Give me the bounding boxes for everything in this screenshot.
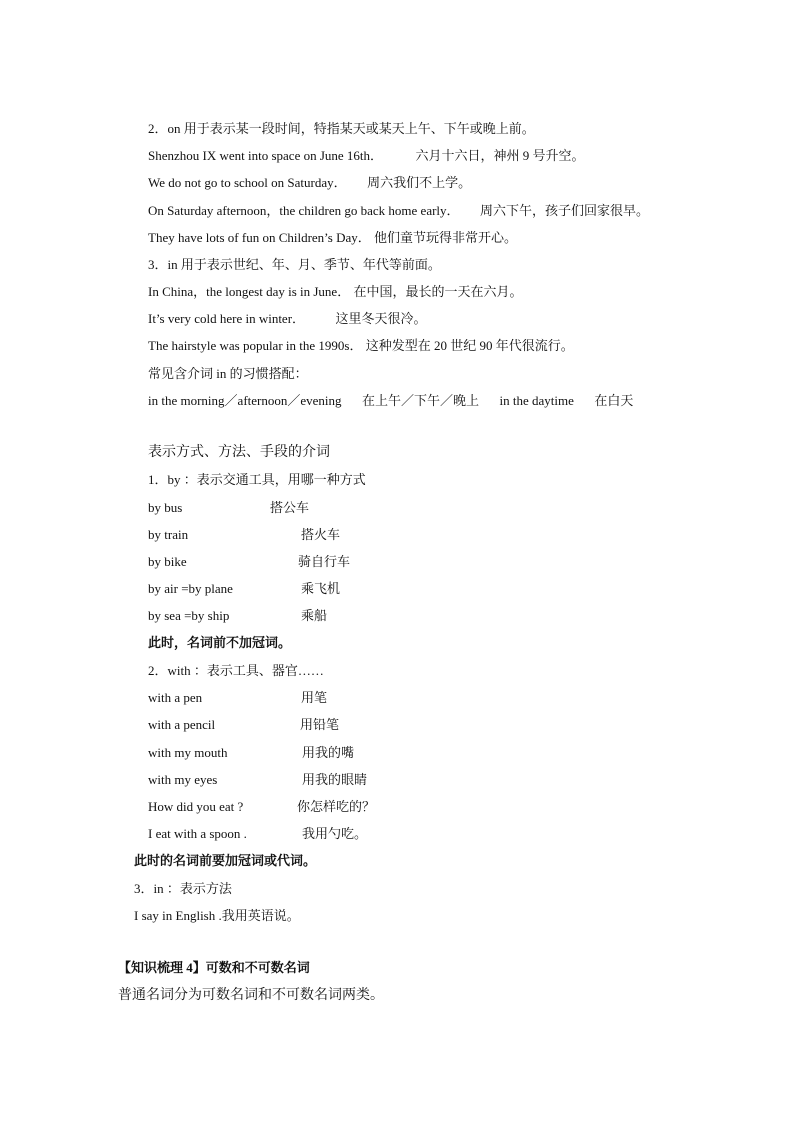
phrase-en: with my mouth xyxy=(148,745,228,760)
collocation-zh: 在白天 xyxy=(594,393,634,408)
by-rule: 1．by ：表示交通工具，用哪一种方式 xyxy=(148,472,366,487)
phrase-zh: 乘船 xyxy=(301,608,328,623)
with-rule: 2．with ：表示工具、器官…… xyxy=(148,663,324,678)
collocation-en: in the daytime xyxy=(499,393,574,408)
list-item xyxy=(148,608,327,624)
phrase-en: by train xyxy=(148,527,189,542)
phrase-zh: 我用勺吃。 xyxy=(302,826,368,841)
knowledge-heading: 【知识梳理 4】可数和不可数名词 xyxy=(118,960,310,975)
phrase-en: with my eyes xyxy=(148,772,218,787)
example-zh: 他们童节玩得非常开心。 xyxy=(374,230,518,245)
phrase-zh: 你怎样吃的？ xyxy=(297,799,376,814)
phrase-zh: 骑自行车 xyxy=(298,554,351,569)
example-en: Shenzhou IX went into space on June 16th． xyxy=(148,148,384,163)
phrase-en: by bus xyxy=(148,500,183,515)
collocation-title: 常见含介词 in 的习惯搭配： xyxy=(148,366,308,381)
list-item xyxy=(148,500,309,516)
phrase-en: by air =by plane xyxy=(148,581,233,596)
example-line xyxy=(148,311,427,327)
example-line xyxy=(148,230,517,246)
list-item xyxy=(148,717,339,733)
in-rule: 3．in 用于表示世纪、年、月、季节、年代等前面。 xyxy=(148,257,441,272)
collocation-zh: 在上午／下午／晚上 xyxy=(362,393,480,408)
phrase-zh: 用笔 xyxy=(301,690,328,705)
example-zh: 六月十六日，神州 9 号升空。 xyxy=(415,148,585,163)
example-line xyxy=(148,338,574,354)
example-line xyxy=(148,203,649,219)
example-line xyxy=(148,284,522,300)
phrase-en: How did you eat ? xyxy=(148,799,244,814)
list-item xyxy=(148,799,375,815)
in-method-example: I say in English .我用英语说。 xyxy=(134,908,300,923)
list-item xyxy=(148,826,367,842)
on-rule: 2．on 用于表示某一段时间，特指某天或某天上午、下午或晚上前。 xyxy=(148,121,535,136)
in-method-rule: 3．in ：表示方法 xyxy=(134,881,232,896)
example-line xyxy=(148,175,471,191)
list-item xyxy=(148,690,327,706)
example-en: The hairstyle was popular in the 1990s． xyxy=(148,338,363,353)
collocation-en: in the morning／afternoon／evening xyxy=(148,393,342,408)
phrase-en: with a pencil xyxy=(148,717,216,732)
example-zh: 周六我们不上学。 xyxy=(367,175,472,190)
phrase-zh: 用我的嘴 xyxy=(302,745,355,760)
example-en: In China，the longest day is in June． xyxy=(148,284,351,299)
example-line xyxy=(148,148,585,164)
list-item xyxy=(148,554,350,570)
example-zh: 这里冬天很冷。 xyxy=(335,311,427,326)
with-note: 此时的名词前要加冠词或代词。 xyxy=(134,853,317,868)
list-item xyxy=(148,527,340,543)
example-en: On Saturday afternoon，the children go back home early． xyxy=(148,203,460,218)
list-item xyxy=(148,581,340,597)
phrase-zh: 搭公车 xyxy=(270,500,310,515)
phrase-zh: 搭火车 xyxy=(301,527,341,542)
list-item xyxy=(148,745,354,761)
nouns-intro: 普通名词分为可数名词和不可数名词两类。 xyxy=(118,988,384,1003)
phrase-en: by sea =by ship xyxy=(148,608,230,623)
phrase-zh: 乘飞机 xyxy=(301,581,341,596)
list-item xyxy=(148,772,367,788)
example-zh: 周六下午，孩子们回家很早。 xyxy=(480,203,650,218)
phrase-en: I eat with a spoon . xyxy=(148,826,247,841)
example-zh: 在中国，最长的一天在六月。 xyxy=(353,284,523,299)
phrase-en: by bike xyxy=(148,554,187,569)
collocation-line xyxy=(148,393,633,409)
example-zh: 这种发型在 20 世纪 90 年代很流行。 xyxy=(365,338,574,353)
phrase-zh: 用铅笔 xyxy=(300,717,340,732)
example-en: It’s very cold here in winter． xyxy=(148,311,306,326)
phrase-zh: 用我的眼睛 xyxy=(302,772,368,787)
example-en: We do not go to school on Saturday． xyxy=(148,175,347,190)
phrase-en: with a pen xyxy=(148,690,203,705)
by-note: 此时，名词前不加冠词。 xyxy=(148,635,292,650)
section-title: 表示方式、方法、手段的介词 xyxy=(148,445,330,460)
example-en: They have lots of fun on Children’s Day． xyxy=(148,230,371,245)
